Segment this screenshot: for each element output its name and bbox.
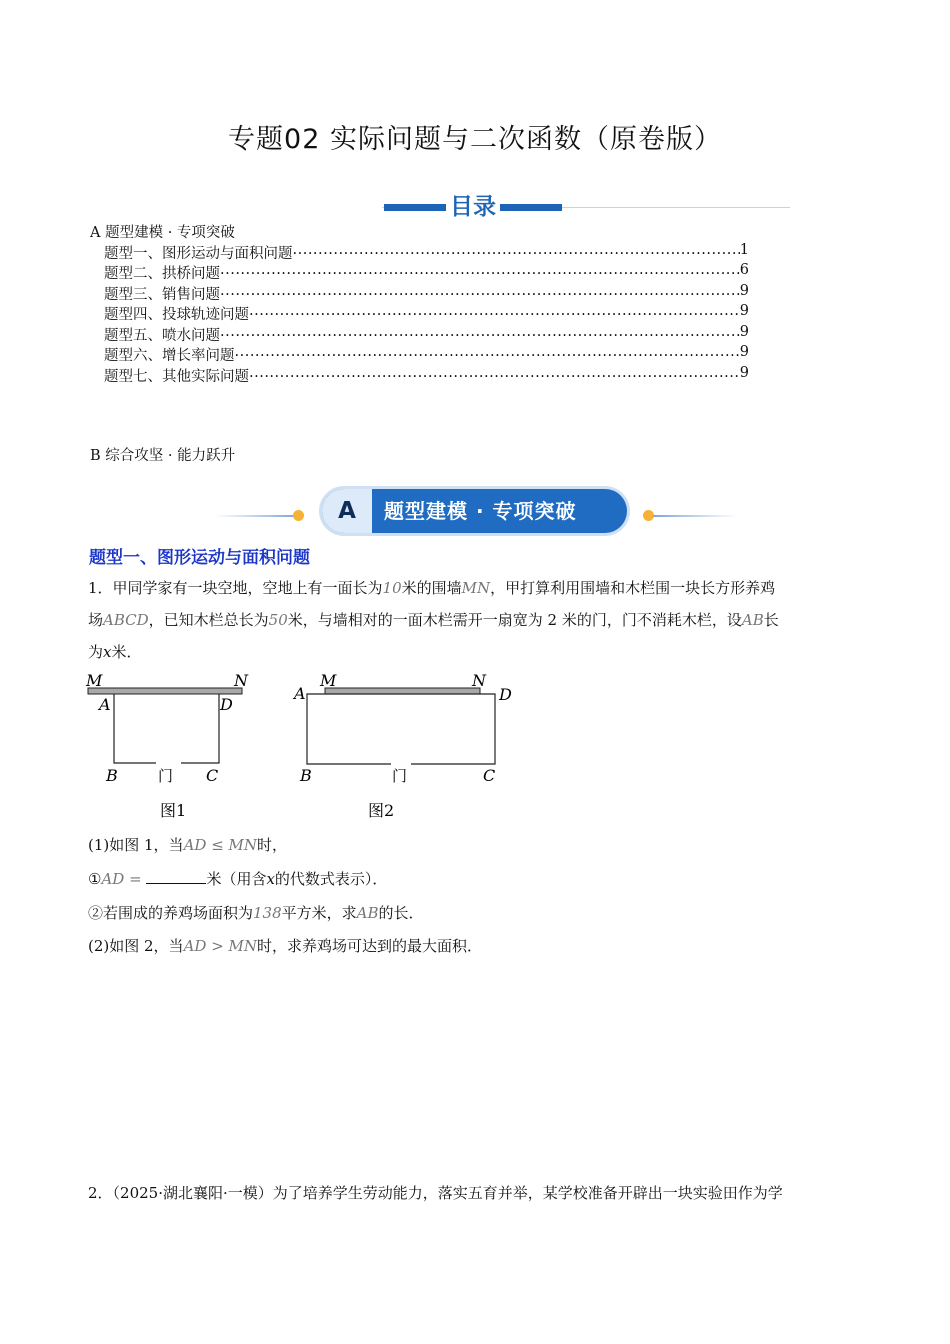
question-1-part-1-sub-2: ②若围成的养鸡场面积为138平方米，求AB的长． — [88, 904, 424, 922]
fence-right — [181, 694, 219, 763]
label-b: B — [300, 766, 312, 785]
answer-blank[interactable] — [146, 869, 206, 884]
wall-mn — [88, 688, 242, 694]
label-d: D — [220, 695, 233, 714]
toc-item-page: 9 — [739, 365, 749, 381]
toc-item-page: 9 — [739, 303, 749, 319]
question-2-line-1: 2．（2025·湖北襄阳·一模）为了培养学生劳动能力，落实五育并举，某学校准备开辟出一块实验田作为学 — [88, 1184, 783, 1202]
toc-item[interactable] — [104, 262, 749, 283]
toc-item-label: 题型七、其他实际问题 — [104, 369, 249, 385]
label-m: M — [86, 671, 103, 690]
toc-item-page: 9 — [739, 283, 749, 299]
toc-item-page: 9 — [739, 344, 749, 360]
question-1-part-1: (1)如图 1，当AD ≤ MN时， — [88, 836, 288, 854]
banner-text: 题型建模 · 专项突破 — [384, 499, 577, 523]
fence-left — [114, 694, 156, 763]
label-c: C — [483, 766, 496, 785]
toc-item-page: 6 — [739, 262, 749, 278]
label-a: A — [99, 695, 111, 714]
fence — [307, 694, 495, 764]
banner-line-left — [215, 515, 297, 517]
wall-mn — [325, 688, 480, 694]
toc-item[interactable] — [104, 365, 749, 386]
toc-item-label: 题型三、销售问题 — [104, 287, 220, 303]
figure-2 — [292, 670, 522, 825]
toc-item-page: 1 — [739, 242, 749, 258]
toc-bar-right — [500, 204, 562, 211]
toc-section-a: A 题型建模 · 专项突破 — [90, 225, 235, 241]
toc-heading: 目录 — [446, 188, 500, 221]
label-door: 门 — [392, 767, 408, 785]
toc-item[interactable] — [104, 283, 749, 304]
toc-item-label: 题型二、拱桥问题 — [104, 266, 220, 282]
question-1-part-1-sub-1: ①AD = 米（用含x的代数式表示）． — [88, 870, 388, 888]
banner-letter: A — [322, 489, 372, 533]
banner-line-right — [653, 515, 737, 517]
label-d: D — [499, 685, 512, 704]
question-1-line-3: 为x米． — [88, 643, 142, 661]
toc-item-label: 题型一、图形运动与面积问题 — [104, 246, 293, 262]
label-c: C — [206, 766, 219, 785]
toc-bar-left — [384, 204, 446, 211]
figure-caption: 图1 — [160, 801, 187, 820]
toc-item[interactable] — [104, 303, 749, 324]
label-a: A — [294, 684, 306, 703]
toc-item[interactable] — [104, 242, 749, 263]
label-b: B — [106, 766, 118, 785]
figure-1 — [84, 670, 254, 825]
toc-item-label: 题型五、喷水问题 — [104, 328, 220, 344]
label-n: N — [234, 671, 248, 690]
label-n: N — [472, 671, 486, 690]
label-door: 门 — [158, 767, 174, 785]
toc-item-label: 题型六、增长率问题 — [104, 348, 235, 364]
toc-item-page: 9 — [739, 324, 749, 340]
toc-item[interactable] — [104, 344, 749, 365]
type-heading: 题型一、图形运动与面积问题 — [89, 548, 310, 568]
figure-caption: 图2 — [368, 801, 395, 820]
toc-item-label: 题型四、投球轨迹问题 — [104, 307, 249, 323]
label-m: M — [320, 671, 337, 690]
section-banner — [322, 489, 627, 533]
question-1-line-2: 场ABCD，已知木栏总长为50米，与墙相对的一面木栏需开一扇宽为 2 米的门，门不消耗木栏，设AB长 — [88, 611, 779, 629]
toc-item[interactable] — [104, 324, 749, 345]
banner-dot-left — [293, 510, 304, 521]
question-1-line-1: 1．甲同学家有一块空地，空地上有一面长为10米的围墙MN，甲打算利用围墙和木栏围一块长方形养鸡 — [88, 579, 776, 597]
question-1-part-2: (2)如图 2，当AD > MN时，求养鸡场可达到的最大面积． — [88, 937, 483, 955]
page-title: 专题02 实际问题与二次函数（原卷版） — [228, 124, 722, 155]
toc-section-b: B 综合攻坚 · 能力跃升 — [90, 448, 236, 464]
